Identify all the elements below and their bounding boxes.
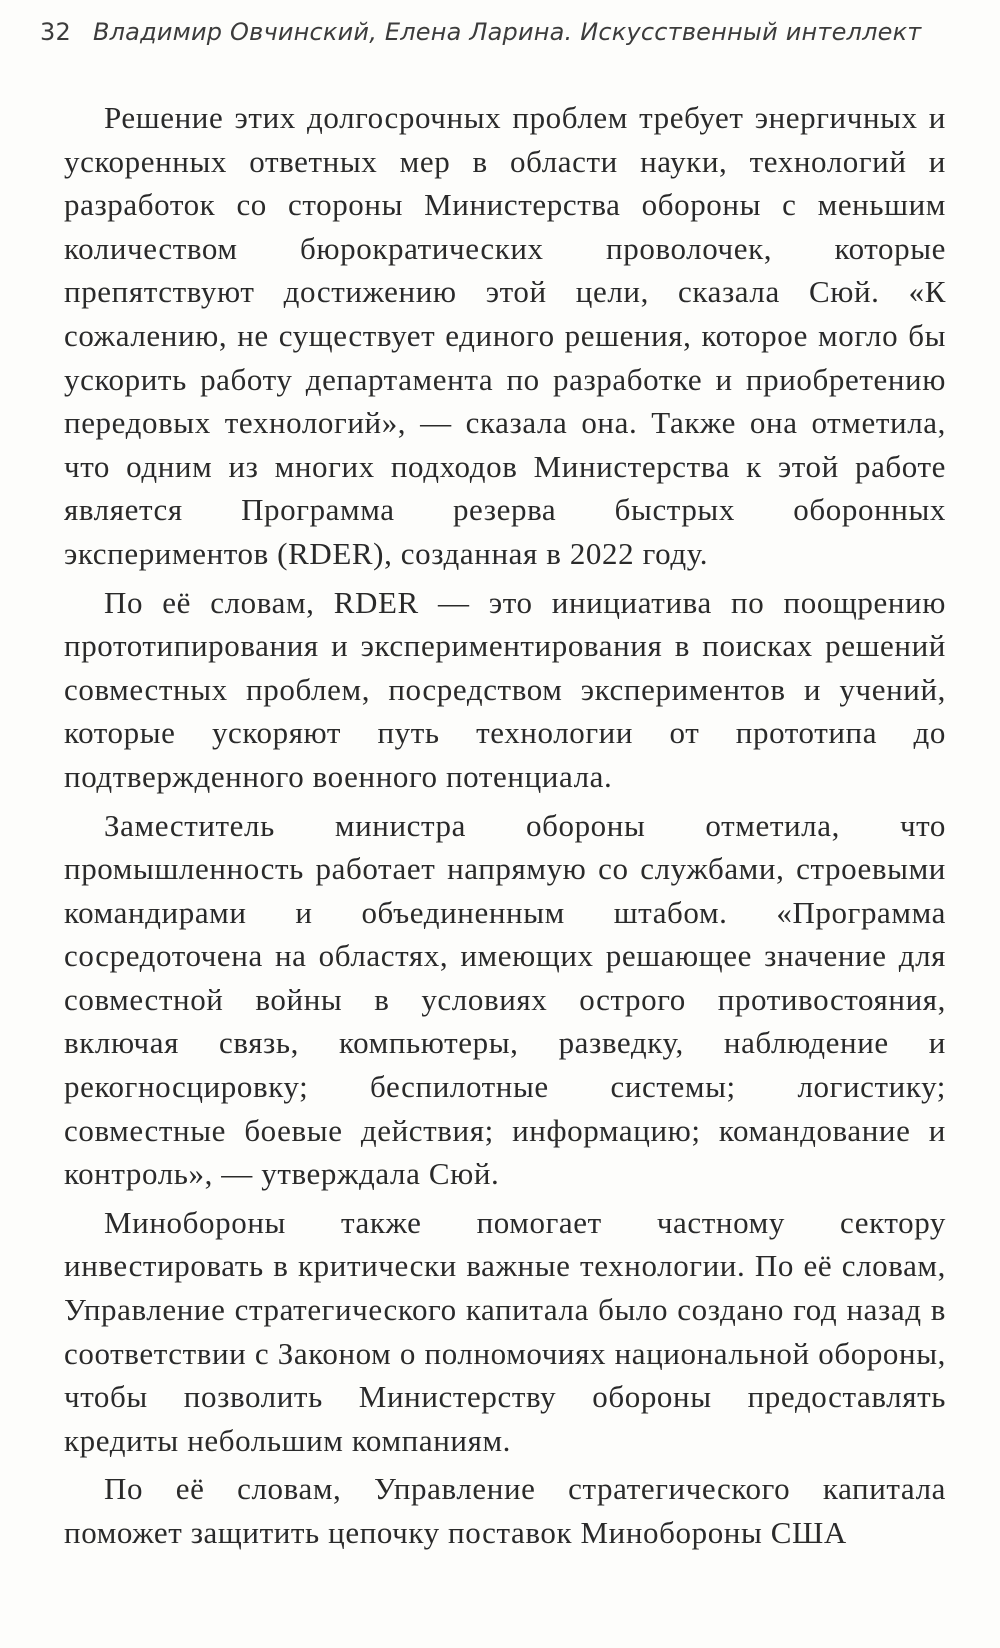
body-text: [64, 96, 946, 1555]
paragraph: Заместитель министра обороны отметила, что промышленность работает напрямую со службами, строевыми командирами и объединенным штабом. «Программа сосредоточена на областях, имеющих решающее значение для совместной войны в условиях острого противостояния, включая связь, компьютеры, разведку, наблюдение и рекогносцировку; беспилотные системы; логистику; совместные боевые действия; информацию; командование и контроль», — утверждала Сюй.: [64, 807, 946, 1192]
running-title: Владимир Овчинский, Елена Ларина. Искусственный интеллект: [92, 18, 922, 46]
paragraph: По её словам, Управление стратегического капитала поможет защитить цепочку поставок Минобороны США: [64, 1471, 946, 1550]
page-number: 32: [40, 18, 71, 46]
running-header: [40, 18, 940, 46]
paragraph: Минобороны также помогает частному сектору инвестировать в критически важные технологии. По её словам, Управление стратегического капитала было создано год назад в соответствии с Законом о полномочиях национальной обороны, чтобы позволить Министерству обороны предоставлять кредиты небольшим компаниям.: [64, 1204, 946, 1458]
paragraph: Решение этих долгосрочных проблем требует энергичных и ускоренных ответных мер в области науки, технологий и разработок со стороны Министерства обороны с меньшим количеством бюрократических проволочек, которые препятствуют достижению этой цели, сказала Сюй. «К сожалению, не существует единого решения, которое могло бы ускорить работу департамента по разработке и приобретению передовых технологий», — сказала она. Также она отметила, что одним из многих подходов Министерства к этой работе является Программа резерва быстрых оборонных экспериментов (RDER), созданная в 2022 году.: [64, 100, 946, 571]
paragraph: По её словам, RDER — это инициатива по поощрению прототипирования и экспериментирования в поисках решений совместных проблем, посредством экспериментов и учений, которые ускоряют путь технологии от прототипа до подтвержденного военного потенциала.: [64, 584, 946, 794]
